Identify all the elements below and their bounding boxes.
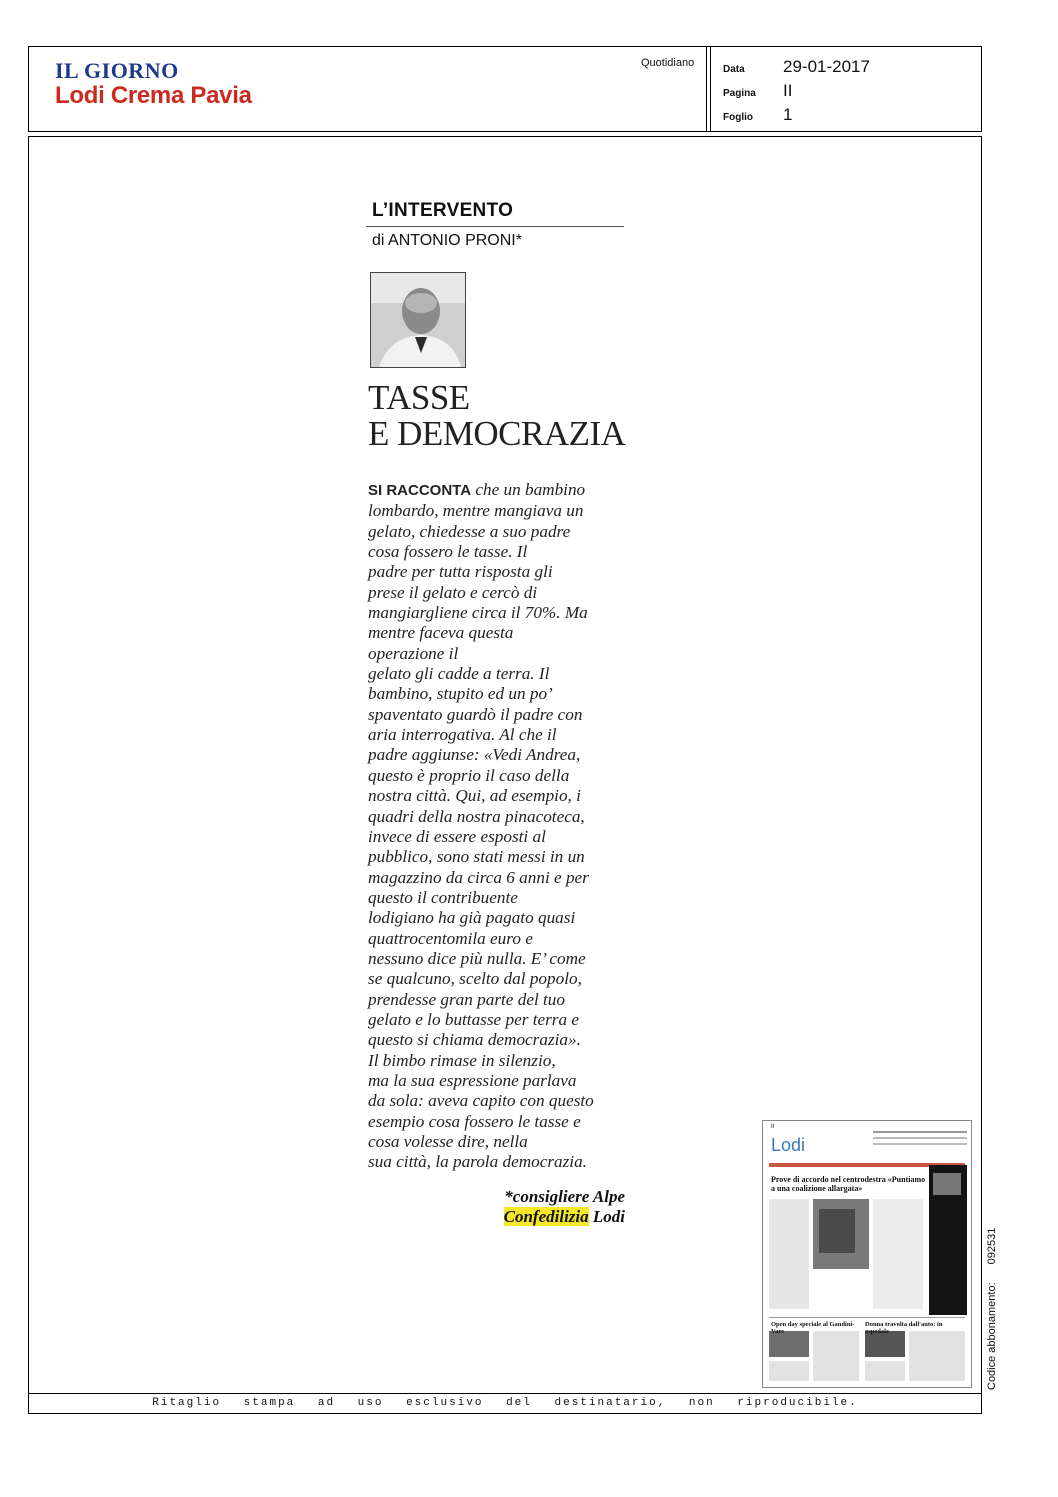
header-divider [710,47,711,131]
body-line: nessuno dice più nulla. E’ come [368,948,586,968]
body-line: prendesse gran parte del tuo [368,989,565,1009]
body-line: gelato, chiedesse a suo padre [368,521,571,541]
body-line: questo il contribuente [368,887,518,907]
body-line: se qualcuno, scelto dal popolo, [368,969,582,989]
lead-in: SI RACCONTA [368,482,472,499]
body-line: che un bambino [471,480,586,499]
article-byline: di ANTONIO PRONI* [372,232,522,249]
article-body [368,480,630,1173]
headline-line: E DEMOCRAZIA [368,414,626,453]
body-line: bambino, stupito ed un po’ [368,684,553,704]
body-line: gelato e lo buttasse per terra e [368,1009,579,1029]
meta-value: 1 [783,105,793,124]
thumbnail-page-number: II [771,1124,775,1130]
meta-label: Pagina [723,88,756,99]
signature-line [368,1207,625,1227]
body-line: pubblico, sono stati messi in un [368,847,585,867]
meta-label: Data [723,64,745,75]
masthead-edition: Lodi Crema Pavia [55,82,252,109]
header-divider [706,47,707,131]
kicker-rule [366,226,624,227]
headline-line: TASSE [368,378,470,417]
meta-date [723,57,870,81]
meta-block [723,57,870,129]
body-line: questo è proprio il caso della [368,765,570,785]
meta-value: 29-01-2017 [783,57,870,76]
author-photo [370,272,466,368]
body-line: nostra città. Qui, ad esempio, i [368,786,581,806]
meta-value: II [783,81,793,100]
body-line: sua città, la parola democrazia. [368,1152,587,1172]
article-headline [368,380,638,452]
body-line: quadri della nostra pinacoteca, [368,806,585,826]
body-line: padre per tutta risposta gli [368,562,553,582]
body-line: mentre faceva questa [368,623,514,643]
meta-sheet [723,105,870,129]
body-line: padre aggiunse: «Vedi Andrea, [368,745,581,765]
body-line: ma la sua espressione parlava [368,1070,577,1090]
body-line: cosa volesse dire, nella [368,1132,528,1151]
body-line: prese il gelato e cercò di [368,582,538,602]
body-line: lombardo, mentre mangiava un [368,501,584,521]
body-line: quattrocentomila euro e [368,928,533,948]
body-line: da sola: aveva capito con questo [368,1091,594,1111]
publication-type: Quotidiano [641,57,695,69]
signature-city: Lodi [588,1207,625,1226]
code-label: Codice abbonamento: [986,1282,998,1390]
masthead-title: IL GIORNO [55,58,179,83]
author-signature [368,1187,625,1227]
page-thumbnail [762,1120,972,1388]
header-box [28,46,982,132]
highlighted-org: Confedilizia [503,1207,589,1226]
body-line: invece di essere esposti al [368,826,546,846]
thumbnail-headline: Donna travolta dall'auto: in ospedale [865,1321,943,1335]
body-line: aria interrogativa. Al che il [368,725,557,745]
thumbnail-headline: Open day speciale al Gandini-Vare [771,1321,855,1335]
body-line: operazione il [368,643,459,663]
thumbnail-logo: Lodi [771,1135,806,1155]
body-line: spaventato guardò il padre con [368,704,583,724]
signature-line: *consigliere Alpe [504,1187,625,1206]
subscription-code [986,1228,998,1390]
body-line: questo si chiama democrazia». [368,1030,581,1050]
meta-label: Foglio [723,112,753,123]
body-line: esempio cosa fossero le tasse e [368,1111,581,1131]
body-line: mangiargliene circa il 70%. Ma [368,603,588,623]
thumbnail-headline: Prove di accordo nel centrodestra «Puntiamo a una coalizione allargata» [771,1175,926,1193]
meta-page [723,81,870,105]
body-line: gelato gli cadde a terra. Il [368,664,550,684]
body-line: Il bimbo rimase in silenzio, [368,1050,556,1070]
body-line: magazzino da circa 6 anni e per [368,867,589,887]
thumbnail-layout [763,1121,971,1387]
masthead [55,59,252,109]
reproduction-notice: Ritaglio stampa ad uso esclusivo del destinatario, non riproducibile. [152,1397,858,1409]
code-value: 092531 [986,1227,998,1265]
footer-rule [28,1393,982,1394]
body-line: lodigiano ha già pagato quasi [368,908,576,928]
article-kicker: L’INTERVENTO [372,200,514,221]
body-line: cosa fossero le tasse. Il [368,542,528,562]
